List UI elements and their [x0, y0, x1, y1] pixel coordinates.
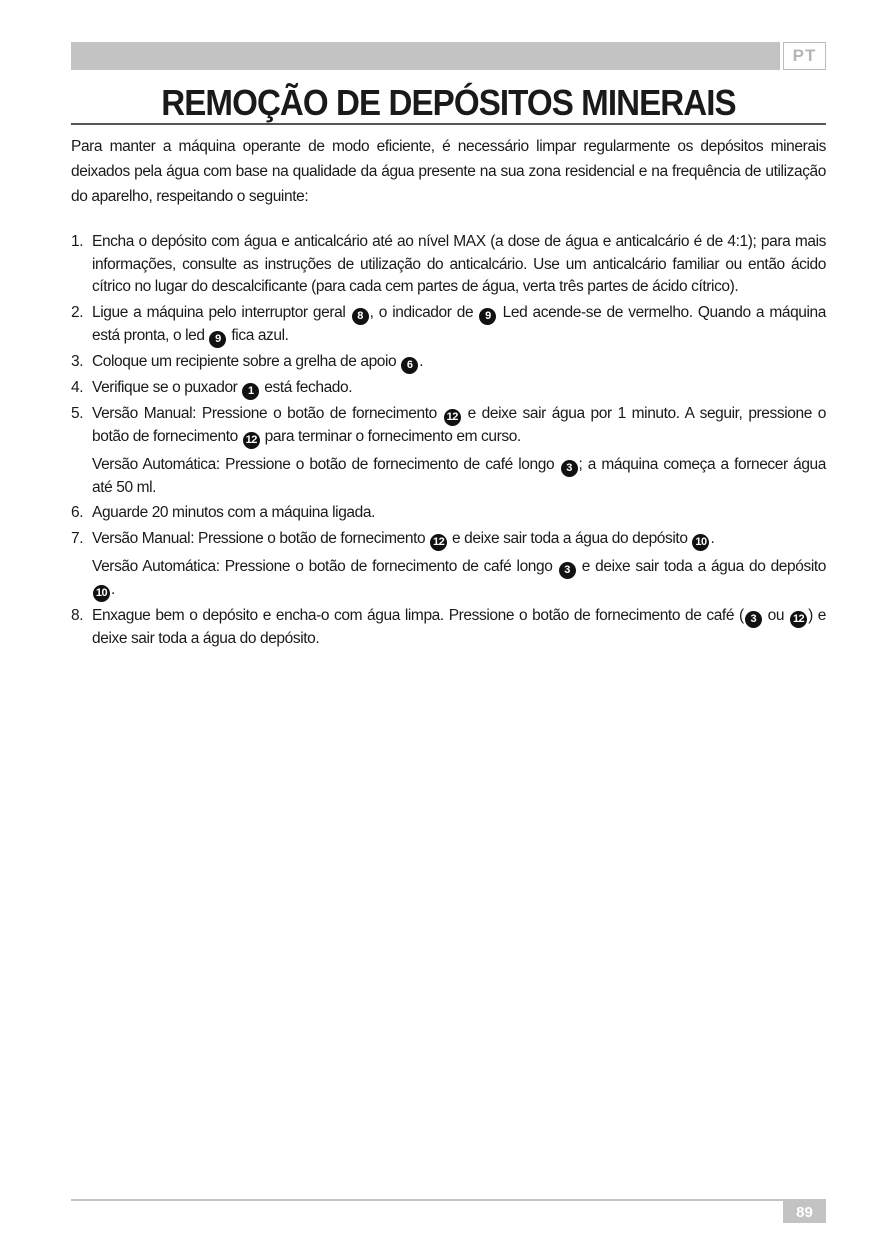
step-7: [71, 528, 826, 602]
step-6: [71, 502, 826, 525]
step-number: 1.: [71, 233, 84, 250]
ref-badge-12: 12: [430, 534, 447, 551]
ref-badge-10: 10: [93, 585, 110, 602]
page-title: REMOÇÃO DE DEPÓSITOS MINERAIS: [161, 82, 736, 123]
ref-badge-10: 10: [692, 534, 709, 551]
main-content: [71, 134, 826, 653]
step-text-manual: Versão Manual: Pressione o botão de fornecimento 12 e deixe sair toda a água do depósito 10 .: [92, 528, 826, 551]
page-number: 89: [783, 1201, 826, 1223]
step-8: [71, 605, 826, 651]
step-number: 8.: [71, 606, 84, 624]
step-1: [71, 231, 826, 299]
ref-badge-6: 6: [401, 357, 418, 374]
step-text-automatic: Versão Automática: Pressione o botão de fornecimento de café longo 3 ; a máquina começa a fornecer água até 50 ml.: [92, 455, 826, 496]
step-text: Verifique se o puxador 1 está fechado.: [92, 377, 826, 400]
step-text-automatic: Versão Automática: Pressione o botão de fornecimento de café longo 3 e deixe sair toda a água do depósito 10 .: [92, 556, 826, 602]
ref-badge-3: 3: [745, 611, 762, 628]
step-number: 4.: [71, 378, 84, 396]
step-2: [71, 302, 826, 348]
ref-badge-1: 1: [242, 383, 259, 400]
language-tag: PT: [783, 42, 826, 70]
step-text: Ligue a máquina pelo interruptor geral 8 , o indicador de 9 Led acende-se de vermelho. Quando a máquina está pronta, o led 9 fica azul.: [92, 302, 826, 348]
title-underline: [71, 123, 826, 125]
step-number: 6.: [71, 504, 84, 521]
step-3: [71, 351, 826, 374]
footer-rule: [71, 1199, 826, 1201]
ref-badge-9: 9: [209, 331, 226, 348]
header-bar: [71, 42, 780, 70]
ref-badge-8: 8: [352, 308, 369, 325]
step-text: Aguarde 20 minutos com a máquina ligada.: [92, 504, 375, 521]
intro-paragraph: Para manter a máquina operante de modo eficiente, é necessário limpar regularmente os depósitos minerais deixados pela água com base na qualidade da água presente na sua zona residencial e na frequência de utilização do aparelho, respeitando o seguinte:: [71, 138, 826, 205]
steps-list: [71, 231, 826, 650]
step-text-manual: Versão Manual: Pressione o botão de fornecimento 12 e deixe sair água por 1 minuto. A seguir, pressione o botão de fornecimento 12 para terminar o fornecimento em curso.: [92, 403, 826, 449]
step-text: Coloque um recipiente sobre a grelha de apoio 6 .: [92, 351, 826, 374]
step-text: Enxague bem o depósito e encha-o com água limpa. Pressione o botão de fornecimento de café ( 3 ou 12 ) e deixe sair toda a água do depósito.: [92, 606, 826, 647]
step-4: [71, 377, 826, 400]
step-number: 2.: [71, 303, 84, 321]
ref-badge-12: 12: [790, 611, 807, 628]
ref-badge-12: 12: [444, 409, 461, 426]
ref-badge-9: 9: [479, 308, 496, 325]
ref-badge-3: 3: [561, 460, 578, 477]
ref-badge-12: 12: [243, 432, 260, 449]
step-number: 5.: [71, 404, 84, 422]
step-number: 3.: [71, 352, 84, 370]
ref-badge-3: 3: [559, 562, 576, 579]
step-text: Encha o depósito com água e anticalcário até ao nível MAX (a dose de água e anticalcário é de 4:1); para mais informações, consulte as instruções de utilização do anticalcário. Use um anticalcário familiar ou então ácido cítrico no lugar do descalcificante (para cada cem partes de água, verta três partes de ácido cítrico).: [92, 233, 826, 295]
step-number: 7.: [71, 529, 84, 547]
step-5: [71, 403, 826, 500]
